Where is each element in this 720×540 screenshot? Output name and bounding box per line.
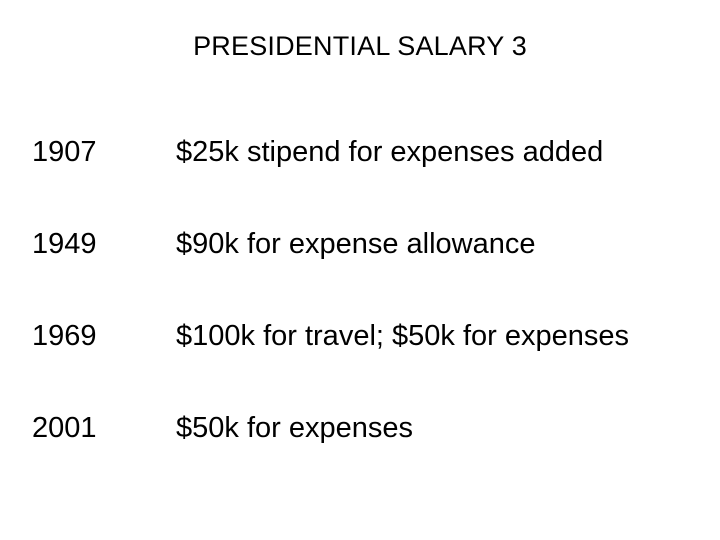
entry-description: $90k for expense allowance bbox=[176, 228, 536, 260]
entry-year: 1907 bbox=[32, 136, 97, 168]
entry-description: $50k for expenses bbox=[176, 412, 413, 444]
entry-description: $25k stipend for expenses added bbox=[176, 136, 604, 168]
timeline-entry bbox=[32, 126, 712, 218]
entry-year: 1969 bbox=[32, 320, 97, 352]
timeline-entry bbox=[32, 402, 712, 494]
salary-timeline bbox=[32, 126, 712, 494]
entry-description: $100k for travel; $50k for expenses bbox=[176, 320, 629, 352]
timeline-entry bbox=[32, 310, 712, 402]
entry-year: 1949 bbox=[32, 228, 97, 260]
entry-year: 2001 bbox=[32, 412, 97, 444]
slide-title: PRESIDENTIAL SALARY 3 bbox=[193, 31, 527, 61]
timeline-entry bbox=[32, 218, 712, 310]
